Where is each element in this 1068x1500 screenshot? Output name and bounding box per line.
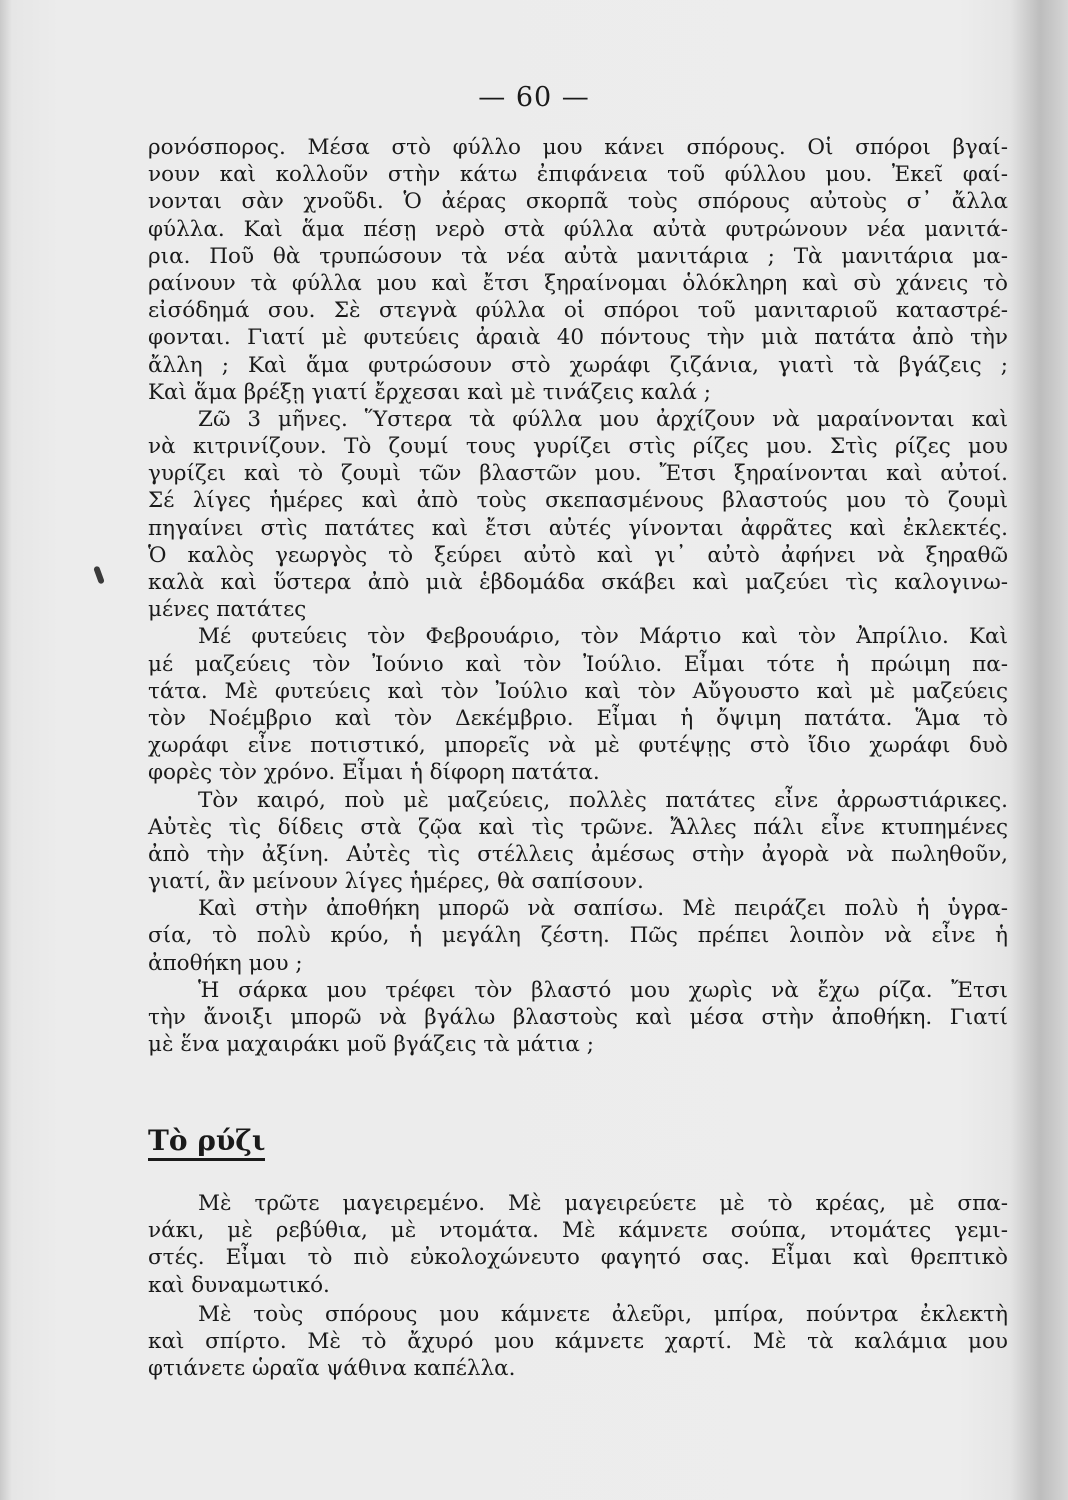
section-title: Τὸ ρύζι	[148, 1126, 265, 1161]
text-line: πηγαίνει στὶς πατάτες καὶ ἔτσι αὐτές γίνονται ἀφρᾶτες καὶ ἐκλεκτές.	[148, 515, 1008, 541]
paragraph	[148, 406, 1008, 624]
text-line: Μὲ τοὺς σπόρους μου κάμνετε ἀλεῦρι, μπίρα, πούντρα ἐκλεκτὴ	[198, 1301, 1008, 1327]
text-line: τάτα. Μὲ φυτεύεις καὶ τὸν Ἰούλιο καὶ τὸν Αὔγουστο καὶ μὲ μαζεύεις	[148, 678, 1008, 704]
text-line: νονται σὰν χνοῦδι. Ὁ ἀέρας σκορπᾶ τοὺς σπόρους αὐτοὺς σ᾽ ἄλλα	[148, 189, 1008, 215]
text-line: καὶ σπίρτο. Μὲ τὸ ἄχυρό μου κάμνετε χαρτί. Μὲ τὰ καλάμια μου	[148, 1328, 1008, 1354]
paragraph	[148, 977, 1008, 1059]
paragraph	[148, 787, 1008, 896]
paragraph	[148, 1301, 1008, 1383]
text-line: γιατί, ἂν μείνουν λίγες ἡμέρες, θὰ σαπίσουν.	[148, 869, 644, 895]
paragraph	[148, 623, 1008, 786]
text-line: ἀποθήκη μου ;	[148, 950, 303, 976]
page-number: — 60 —	[478, 82, 590, 113]
text-line: Τὸν καιρό, ποὺ μὲ μαζεύεις, πολλὲς πατάτες εἶνε ἀρρωστιάρικες.	[198, 787, 1008, 813]
text-line: φτιάνετε ὡραῖα ψάθινα καπέλλα.	[148, 1356, 516, 1382]
text-line: νουν καὶ κολλοῦν στὴν κάτω ἐπιφάνεια τοῦ φύλλου μου. Ἐκεῖ φαί-	[148, 162, 1008, 188]
text-line: φορὲς τὸν χρόνο. Εἶμαι ἡ δίφορη πατάτα.	[148, 760, 600, 786]
text-line: φύλλα. Καὶ ἅμα πέσῃ νερὸ στὰ φύλλα αὐτὰ φυτρώνουν νέα μανιτά-	[148, 216, 1008, 242]
text-line: γυρίζει καὶ τὸ ζουμὶ τῶν βλαστῶν μου. Ἔτσι ξηραίνονται καὶ αὐτοί.	[148, 461, 1008, 487]
text-line: Μὲ τρῶτε μαγειρεμένο. Μὲ μαγειρεύετε μὲ τὸ κρέας, μὲ σπα-	[198, 1191, 1008, 1216]
text-line: τὸν Νοέμβριο καὶ τὸν Δεκέμβριο. Εἶμαι ἡ ὄψιμη πατάτα. Ἅμα τὸ	[148, 705, 1008, 731]
body-text	[148, 134, 1008, 1058]
text-line: Σέ λίγες ἡμέρες καὶ ἀπὸ τοὺς σκεπασμένους βλαστούς μου τὸ ζουμὶ	[148, 488, 1008, 514]
text-line: Καὶ ἅμα βρέξῃ γιατί ἔρχεσαι καὶ μὲ τινάζεις καλά ;	[148, 379, 711, 405]
text-line: χωράφι εἶνε ποτιστικό, μπορεῖς νὰ μὲ φυτέψῃς στὸ ἴδιο χωράφι δυὸ	[148, 733, 1008, 759]
text-line: μένες πατάτες	[148, 597, 307, 623]
text-line: νὰ κιτρινίζουν. Τὸ ζουμί τους γυρίζει στὶς ρίζες μου. Στὶς ρίζες μου	[148, 434, 1008, 460]
text-line: φονται. Γιατί μὲ φυτεύεις ἀραιὰ 40 πόντους τὴν μιὰ πατάτα ἀπὸ τὴν	[148, 325, 1008, 351]
text-line: ρια. Ποῦ θὰ τρυπώσουν τὰ νέα αὐτὰ μανιτάρια ; Τὰ μανιτάρια μα-	[148, 243, 1008, 269]
ink-mark	[93, 566, 105, 585]
text-line: Ἡ σάρκα μου τρέφει τὸν βλαστό μου χωρὶς νὰ ἔχω ρίζα. Ἔτσι	[198, 977, 1008, 1003]
text-line: Ὁ καλὸς γεωργὸς τὸ ξεύρει αὐτὸ καὶ γι᾽ αὐτὸ ἀφήνει νὰ ξηραθῶ	[148, 542, 1008, 568]
text-line: καὶ δυναμωτικό.	[148, 1272, 330, 1298]
text-line: μὲ ἕνα μαχαιράκι μοῦ βγάζεις τὰ μάτια ;	[148, 1032, 595, 1058]
text-line: μέ μαζεύεις τὸν Ἰούνιο καὶ τὸν Ἰούλιο. Εἶμαι τότε ἡ πρώιμη πα-	[148, 651, 1008, 677]
text-line: καλὰ καὶ ὕστερα ἀπὸ μιὰ ἑβδομάδα σκάβει καὶ μαζεύει τὶς καλογινω-	[148, 570, 1008, 595]
paragraph	[148, 1190, 1008, 1299]
section-text	[148, 1190, 1008, 1382]
text-line: ρονόσπορος. Μέσα στὸ φύλλο μου κάνει σπόρους. Οἱ σπόροι βγαί-	[148, 135, 1008, 160]
text-line: ἄλλη ; Καὶ ἅμα φυτρώσουν στὸ χωράφι ζιζάνια, γιατὶ τὰ βγάζεις ;	[148, 352, 1008, 378]
text-line: ραίνουν τὰ φύλλα μου καὶ ἔτσι ξηραίνομαι ὁλόκληρη καὶ σὺ χάνεις τὸ	[148, 270, 1008, 296]
text-line: στές. Εἶμαι τὸ πιὸ εὐκολοχώνευτο φαγητό σας. Εἶμαι καὶ θρεπτικὸ	[148, 1245, 1008, 1271]
text-line: Καὶ στὴν ἀποθήκη μπορῶ νὰ σαπίσω. Μὲ πειράζει πολὺ ἡ ὑγρα-	[198, 896, 1008, 922]
text-line: εἰσόδημά σου. Σὲ στεγνὰ φύλλα οἱ σπόροι τοῦ μανιταριοῦ καταστρέ-	[148, 298, 1008, 324]
text-line: Αὐτὲς τὶς δίδεις στὰ ζῷα καὶ τὶς τρῶνε. Ἄλλες πάλι εἶνε κτυπημένες	[148, 814, 1008, 840]
text-line: σία, τὸ πολὺ κρύο, ἡ μεγάλη ζέστη. Πῶς πρέπει λοιπὸν νὰ εἶνε ἡ	[148, 923, 1008, 949]
paragraph	[148, 134, 1008, 406]
text-line: Ζῶ 3 μῆνες. Ὕστερα τὰ φύλλα μου ἀρχίζουν νὰ μαραίνονται καὶ	[198, 406, 1008, 432]
text-line: ἀπὸ τὴν ἀξίνη. Αὐτὲς τὶς στέλλεις ἀμέσως στὴν ἀγορὰ νὰ πωληθοῦν,	[148, 841, 1008, 867]
text-line: τὴν ἄνοιξι μπορῶ νὰ βγάλω βλαστοὺς καὶ μέσα στὴν ἀποθήκη. Γιατί	[148, 1005, 1008, 1030]
paragraph	[148, 895, 1008, 977]
text-line: Μέ φυτεύεις τὸν Φεβρουάριο, τὸν Μάρτιο καὶ τὸν Ἀπρίλιο. Καὶ	[198, 624, 1008, 650]
text-line: νάκι, μὲ ρεβύθια, μὲ ντομάτα. Μὲ κάμνετε σούπα, ντομάτες γεμι-	[148, 1218, 1008, 1244]
